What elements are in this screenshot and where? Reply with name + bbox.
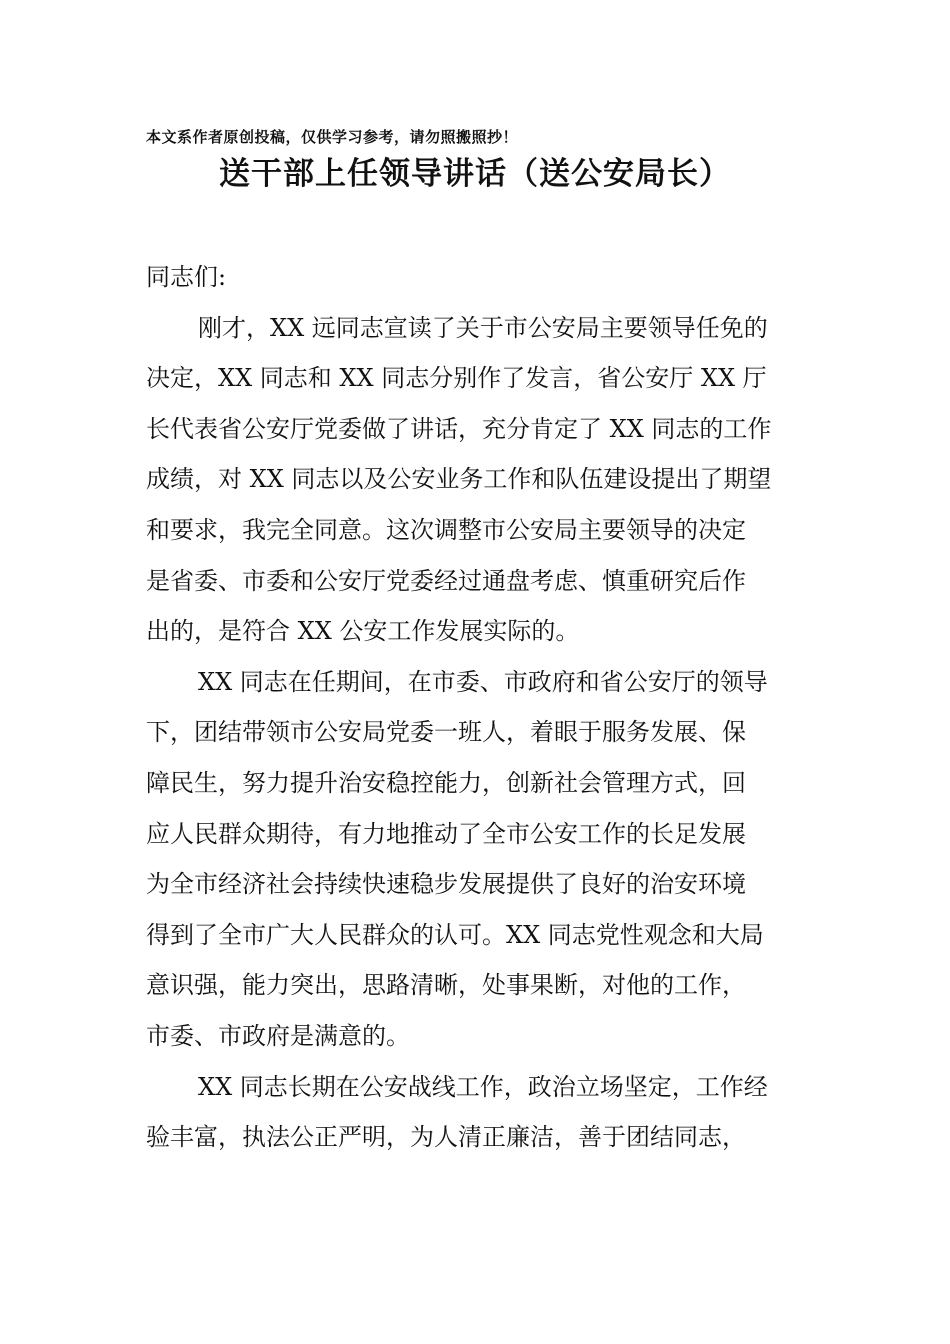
text-line: 应人民群众期待，有力地推动了全市公安工作的长足发展: [146, 819, 746, 848]
text-line: 得到了全市广大人民群众的认可。XX 同志党性观念和大局: [146, 920, 764, 949]
text-line: 障民生，努力提升治安稳控能力，创新社会管理方式，回: [146, 768, 746, 797]
document-title: 送干部上任领导讲话（送公安局长）: [219, 156, 731, 192]
text-line: 同志们:: [146, 263, 227, 291]
text-line: 是省委、市委和公安厅党委经过通盘考虑、慎重研究后作: [146, 566, 746, 595]
text-line: 出的，是符合 XX 公安工作发展实际的。: [146, 617, 580, 646]
text-line: 市委、市政府是满意的。: [146, 1021, 410, 1050]
text-line: 验丰富，执法公正严明，为人清正廉洁，善于团结同志，: [146, 1123, 746, 1152]
text-line: XX 同志长期在公安战线工作，政治立场坚定，工作经: [198, 1072, 768, 1101]
text-line: 成绩，对 XX 同志以及公安业务工作和队伍建设提出了期望: [146, 465, 772, 494]
text-line: 长代表省公安厅党委做了讲话，充分肯定了 XX 同志的工作: [146, 414, 772, 443]
text-line: 决定，XX 同志和 XX 同志分别作了发言，省公安厅 XX 厅: [146, 364, 767, 393]
copyright-notice: 本文系作者原创投稿，仅供学习参考，请勿照搬照抄！: [146, 128, 519, 146]
document-body: [146, 252, 806, 1163]
text-line: 刚才，XX 远同志宣读了关于市公安局主要领导任免的: [198, 313, 768, 342]
text-line: 意识强，能力突出，思路清晰，处事果断，对他的工作，: [146, 971, 746, 1000]
text-line: 为全市经济社会持续快速稳步发展提供了良好的治安环境: [146, 870, 746, 899]
text-line: XX 同志在任期间，在市委、市政府和省公安厅的领导: [198, 667, 768, 696]
text-line: 下，团结带领市公安局党委一班人，着眼于服务发展、保: [146, 718, 746, 747]
text-line: 和要求，我完全同意。这次调整市公安局主要领导的决定: [146, 515, 746, 544]
